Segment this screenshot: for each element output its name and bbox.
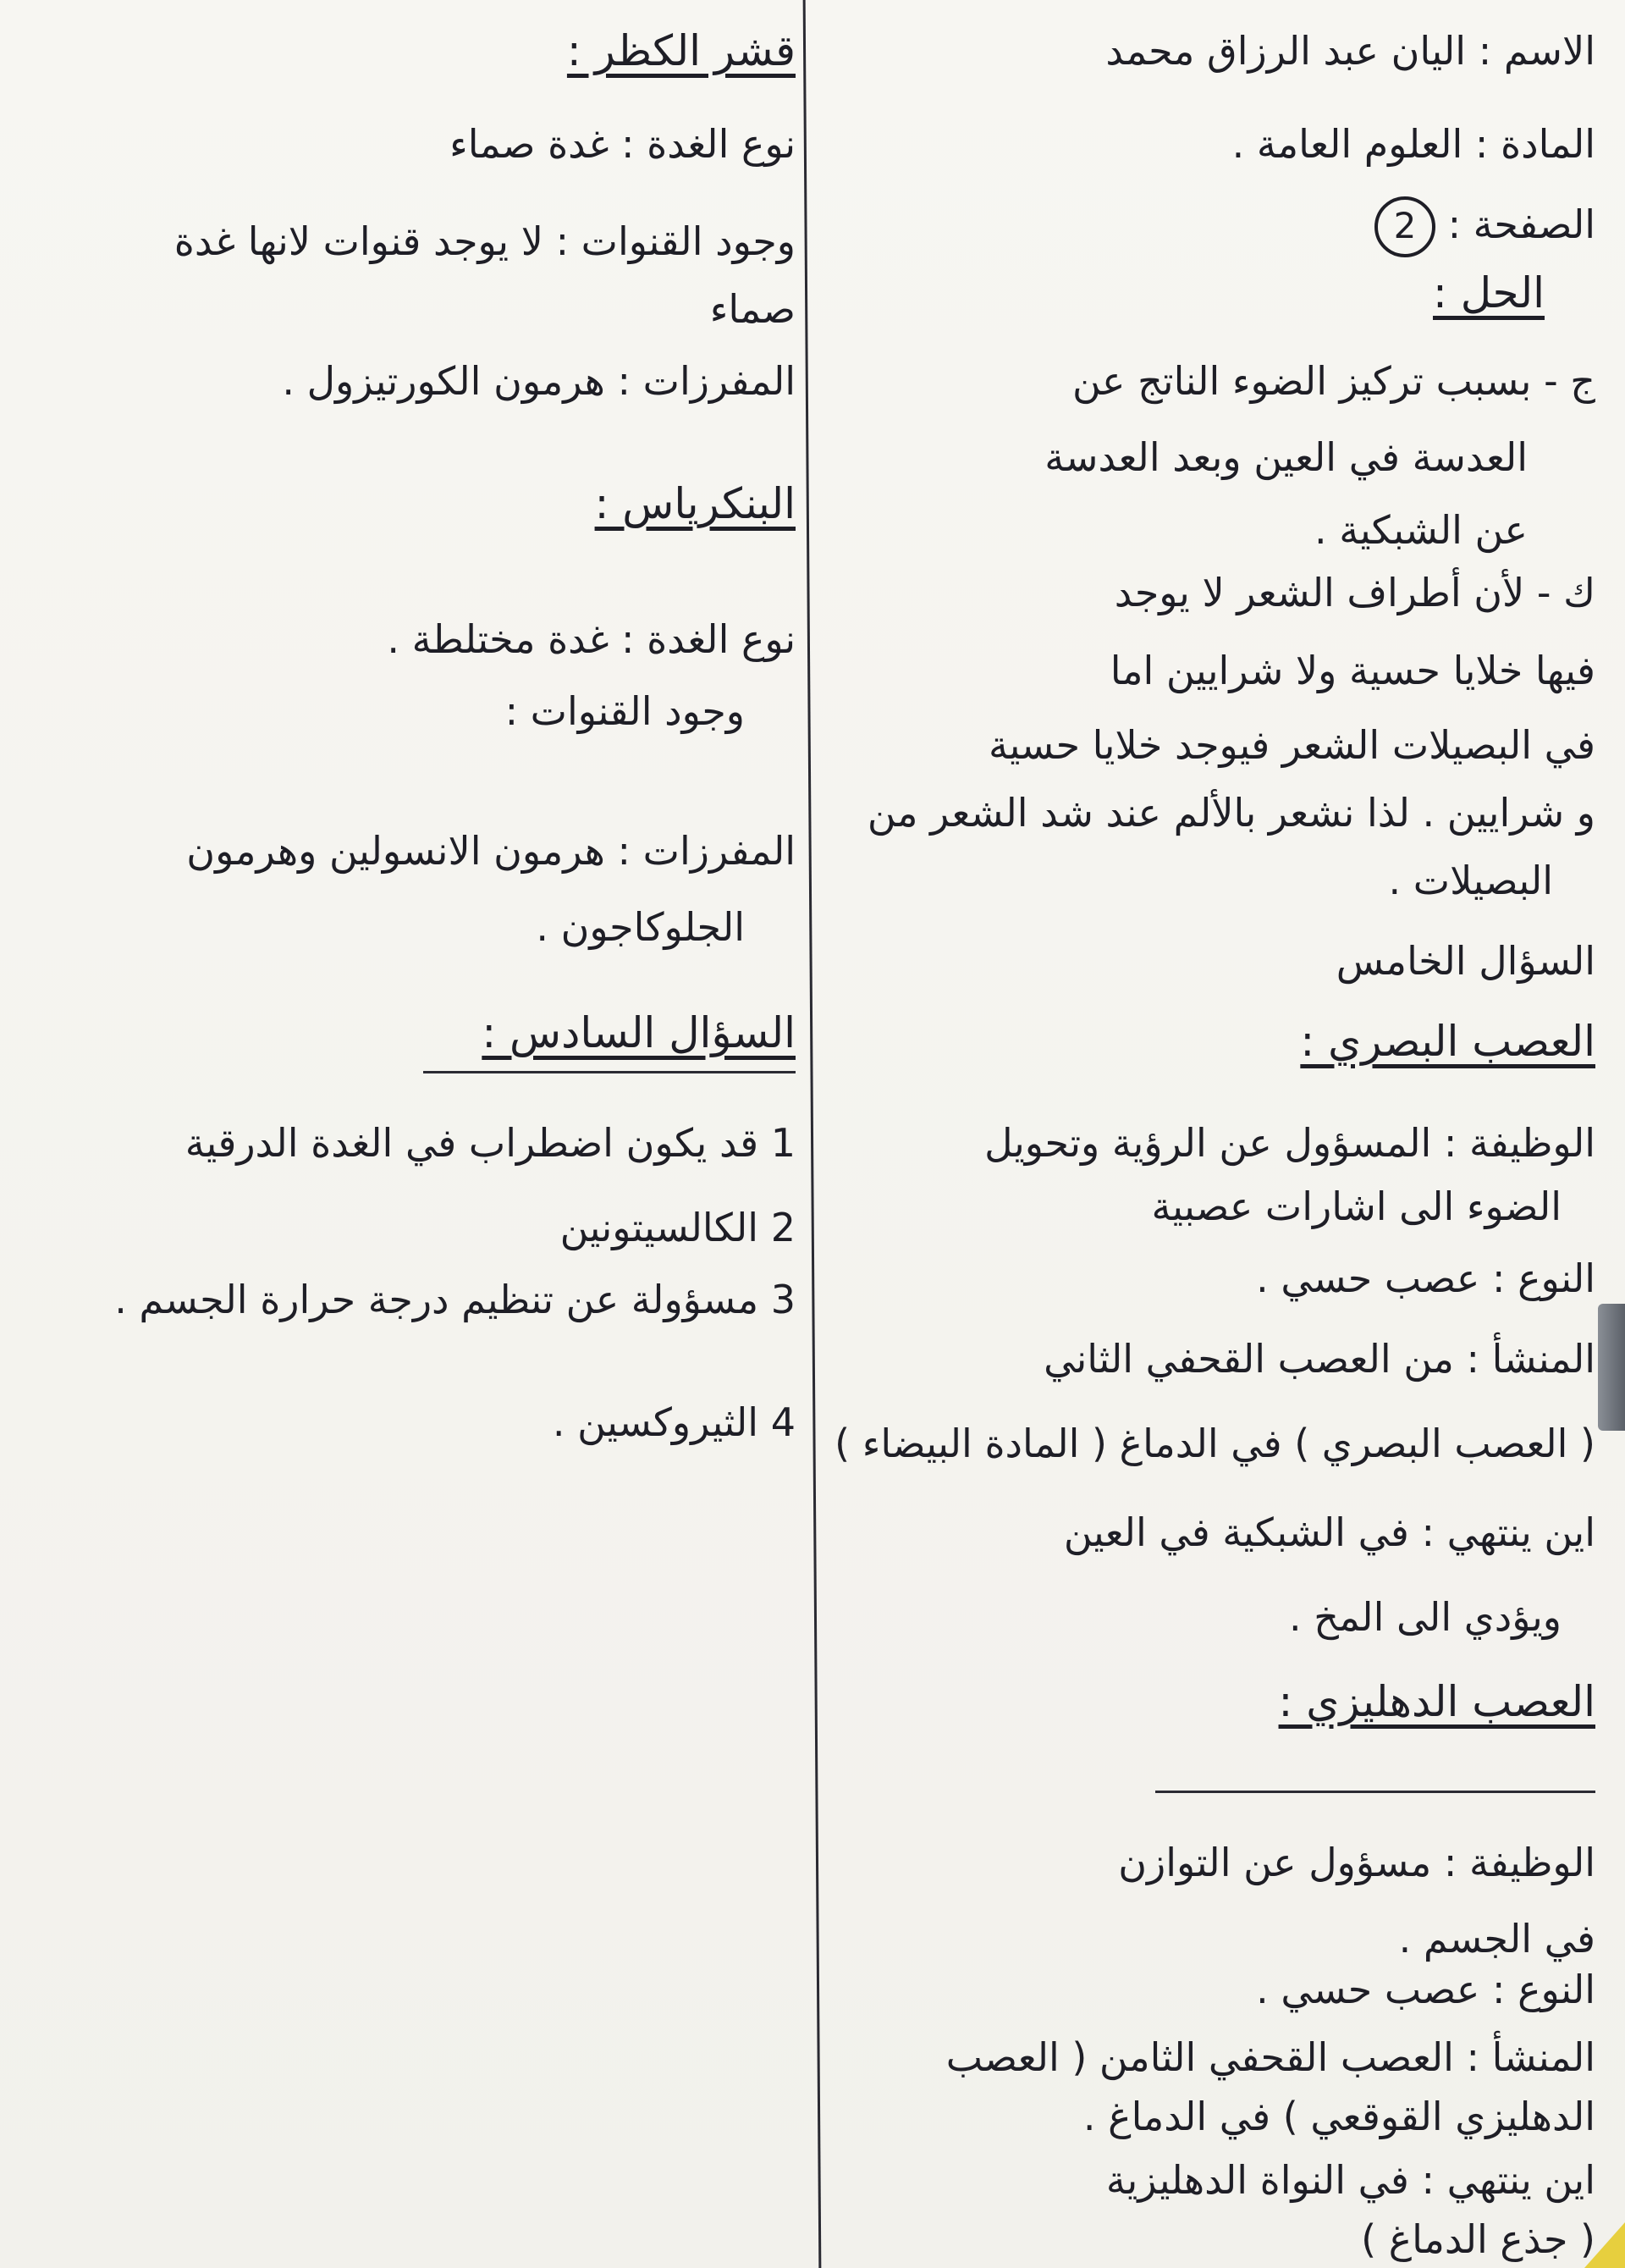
pancreas-line: المفرزات : هرمون الانسولين وهرمون bbox=[186, 828, 796, 874]
optic-nerve-heading: العصب البصري : bbox=[1300, 1017, 1595, 1066]
vestibular-line: الدهليزي القوقعي ) في الدماغ . bbox=[1082, 2094, 1595, 2139]
optic-line: ويؤدي الى المخ . bbox=[1289, 1594, 1562, 1640]
vestibular-line: النوع : عصب حسي . bbox=[1256, 1967, 1595, 2012]
page-label-line bbox=[1364, 196, 1595, 257]
answer-line: ك - لأن أطراف الشعر لا يوجد bbox=[1114, 570, 1595, 615]
answer-line: فيها خلايا حسية ولا شرايين اما bbox=[1110, 648, 1595, 693]
student-name: الاسم : اليان عبد الرزاق محمد bbox=[1105, 28, 1595, 74]
optic-line: الضوء الى اشارات عصبية bbox=[1151, 1184, 1562, 1229]
answer-line: البصيلات . bbox=[1388, 858, 1553, 903]
section-rule bbox=[423, 1071, 796, 1073]
column-divider bbox=[803, 0, 822, 2268]
answer-line: في البصيلات الشعر فيوجد خلايا حسية bbox=[989, 722, 1595, 768]
page-number: 2 bbox=[1374, 196, 1435, 257]
question-six-heading: السؤال السادس : bbox=[482, 1008, 796, 1057]
optic-line: الوظيفة : المسؤول عن الرؤية وتحويل bbox=[984, 1120, 1595, 1166]
subject: المادة : العلوم العامة . bbox=[1231, 121, 1595, 167]
question-six-answer: 3 مسؤولة عن تنظيم درجة حرارة الجسم . bbox=[114, 1277, 796, 1322]
optic-line: اين ينتهي : في الشبكية في العين bbox=[1063, 1509, 1595, 1555]
answer-line: و شرايين . لذا نشعر بالألم عند شد الشعر من bbox=[867, 790, 1595, 836]
optic-line: ( العصب البصري ) في الدماغ ( المادة البيضاء ) bbox=[835, 1421, 1595, 1466]
question-six-answer: 1 قد يكون اضطراب في الغدة الدرقية bbox=[185, 1120, 796, 1166]
answer-line: العدسة في العين وبعد العدسة bbox=[1044, 434, 1528, 480]
pancreas-line: الجلوكاجون . bbox=[536, 904, 745, 950]
pancreas-line: وجود القنوات : bbox=[504, 688, 745, 734]
adrenal-cortex-heading: قشر الكظر : bbox=[566, 26, 796, 75]
adrenal-line: صماء bbox=[709, 286, 796, 332]
section-rule bbox=[1155, 1791, 1595, 1793]
page-edge-shadow bbox=[1598, 1304, 1625, 1431]
question-six-answer: 4 الثيروكسين . bbox=[552, 1399, 796, 1445]
vestibular-nerve-heading: العصب الدهليزي : bbox=[1278, 1677, 1595, 1726]
question-six-answer: 2 الكالسيتونين bbox=[559, 1205, 796, 1250]
adrenal-line: المفرزات : هرمون الكورتيزول . bbox=[282, 358, 796, 404]
vestibular-line: ( جذع الدماغ ) bbox=[1361, 2216, 1595, 2262]
pancreas-heading: البنكرياس : bbox=[594, 479, 796, 528]
vestibular-line: في الجسم . bbox=[1398, 1916, 1595, 1962]
optic-line: المنشأ : من العصب القحفي الثاني bbox=[1044, 1336, 1595, 1382]
answer-line: ج - بسبب تركيز الضوء الناتج عن bbox=[1072, 358, 1595, 404]
vestibular-line: المنشأ : العصب القحفي الثامن ( العصب bbox=[945, 2034, 1595, 2080]
adrenal-line: وجود القنوات : لا يوجد قنوات لانها غدة bbox=[174, 218, 796, 264]
pancreas-line: نوع الغدة : غدة مختلطة . bbox=[387, 616, 796, 662]
solution-heading: الحل : bbox=[1432, 268, 1545, 317]
question-five-heading: السؤال الخامس bbox=[1336, 938, 1595, 984]
vestibular-line: اين ينتهي : في النواة الدهليزية bbox=[1105, 2157, 1595, 2203]
page-label: الصفحة : bbox=[1447, 201, 1595, 247]
adrenal-line: نوع الغدة : غدة صماء bbox=[449, 121, 796, 167]
vestibular-line: الوظيفة : مسؤول عن التوازن bbox=[1118, 1840, 1595, 1885]
optic-line: النوع : عصب حسي . bbox=[1256, 1255, 1595, 1301]
answer-line: عن الشبكية . bbox=[1314, 507, 1528, 553]
